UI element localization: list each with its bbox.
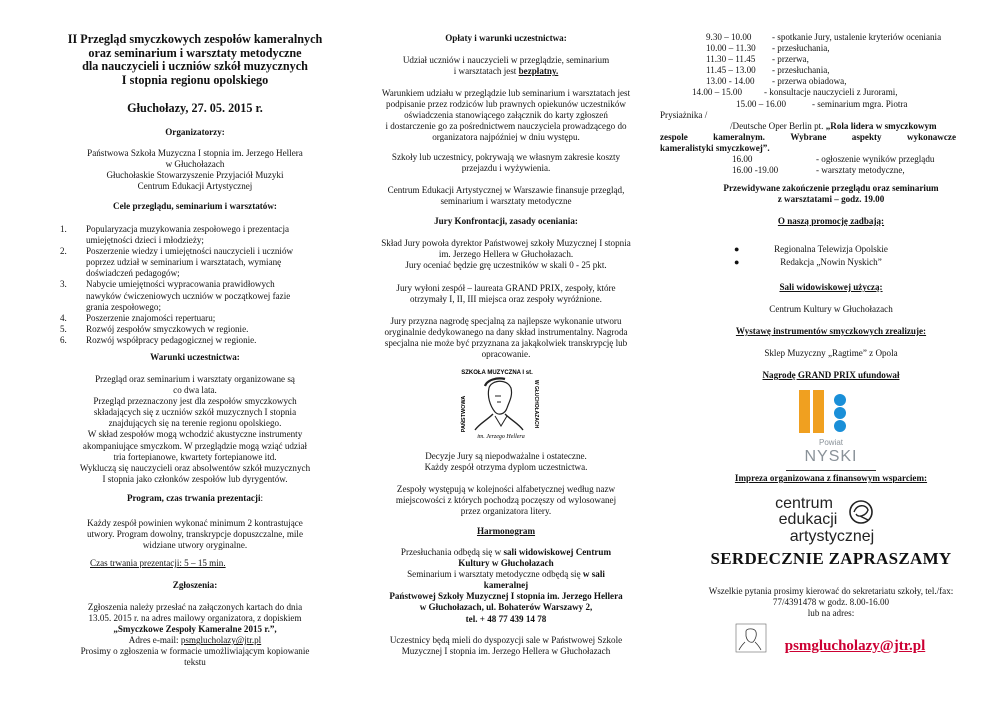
schedule-row: 11.30 – 11.45 - przerwa, — [706, 54, 809, 65]
list-item: 1. Popularyzacja muzykowania zespołowego i prezentacja umiejętności dzieci i młodzieży; — [60, 224, 290, 246]
school-seal-graphic — [457, 366, 552, 442]
list-item: 6. Rozwój współpracy pedagogicznej w regionie. — [60, 334, 257, 345]
awards-text: Jury wyłoni zespół – laureata GRAND PRIX, zespoły, które otrzymały I, II, III miejsca oraz zespoły wyróżnione. — [396, 283, 616, 305]
title-line: II Przegląd smyczkowych zespołów kameralnych — [67, 32, 323, 46]
exhibit-heading: Wystawę instrumentów smyczkowych zrealizuje: — [735, 326, 927, 336]
schedule-row: 9.30 – 10.00 - spotkanie Jury, ustalenie kryteriów oceniania — [706, 32, 942, 42]
consent-text: Warunkiem udziału w przeglądzie lub seminarium i warsztatach jest podpisanie przez rodziców lub prawnych opiekunów uczestników oświadczenia stanowiącego załącznik do karty zgłoszeń i dostarczenie go za pośrednictwem nauczyciela prowadzącego do organizatora najpóźniej w dniu występu. — [381, 88, 631, 143]
jury-text: Skład Jury powoła dyrektor Państwowej szkoły Muzycznej I stopnia im. Jerzego Hellera w Głuchołazach. Jury oceniać będzie grę uczestników w skali 0 - 25 pkt. — [381, 238, 631, 271]
divider — [786, 470, 876, 471]
school-seal — [457, 366, 552, 442]
email-container — [754, 638, 956, 654]
program-text: Każdy zespół powinien wykonać minimum 2 kontrastujące utwory. Program dowolny, transkrypcje dopuszczalne, mile widziane utwory oryginalne. — [86, 518, 303, 551]
program-heading: Program, czas trwania prezentacji: — [126, 493, 264, 503]
rooms-text: Uczestnicy będą mieli do dyspozycji sale w Państwowej Szkole Muzycznej I stopnia im. Jerzego Hellera w Głuchołazach — [389, 635, 623, 657]
contact-email-link[interactable]: psmglucholazy@jtr.pl — [784, 638, 926, 654]
harmonogram-heading: Harmonogram — [476, 526, 536, 536]
grand-prix-heading: Nagrodę GRAND PRIX ufundował — [762, 370, 900, 380]
organizer-line: Centrum Edukacji Artystycznej — [137, 181, 253, 192]
portrait-icon — [475, 378, 523, 430]
cea-logo — [774, 490, 892, 545]
schedule-row: zespole kameralnym. Wybrane aspekty wykonawcze — [660, 131, 956, 142]
special-award-text: Jury przyzna nagrodę specjalną za najlepsze wykonanie utworu oryginalnie dedykowanego na dany skład instrumentalny. Nagroda specjalna nie może być przyznana za jakąkolwiek transkrypcję lub opracowanie. — [384, 316, 628, 360]
conditions-text: Przegląd oraz seminarium i warsztaty organizowane są co dwa lata. Przegląd przeznaczony jest dla zespołów smyczkowych składających się z uczniów szkół muzycznych I stopnia znajdujących się na terenie regionu opolskiego. W skład zespołów mogą wchodzić akustyczne instrumenty akompaniujące smyczkom. W przeglądzie mogą wziąć udział tria fortepianowe, kwartety fortepianowe itd. Wykluczą się nauczycieli oraz absolwentów szkół muzycznych I stopnia jako członków zespołów lub dyrygentów. — [79, 374, 311, 484]
seal-right-text: W GŁUCHOŁAZACH — [533, 379, 539, 429]
end-time-heading: Przewidywane zakończenie przeglądu oraz seminarium z warsztatami – godz. 19.00 — [723, 183, 939, 205]
hall-heading: Sali widowiskowej użyczą: — [779, 282, 883, 292]
place-date: Głuchołazy, 27. 05. 2015 r. — [127, 101, 263, 115]
schedule-row: /Deutsche Oper Berlin pt. „Rola lidera w smyczkowym — [730, 120, 937, 131]
promo-heading: O naszą promocję zadbają: — [777, 216, 885, 226]
list-item: 2. Poszerzenie wiedzy i umiejętności nauczycieli i uczniów poprzez udział w seminarium i warsztatach, wymianę doświadczeń pedagogów; — [60, 246, 294, 279]
title-line: dla nauczycieli i uczniów szkół muzycznych — [82, 59, 308, 74]
order-text: Zespoły występują w kolejności alfabetycznej według nazw miejscowości z których pochodzą poczęszy od wylosowanej przez organizatora litery. — [395, 484, 617, 517]
schedule-row: kameralistyki smyczkowej”. — [660, 142, 770, 153]
exhibit-text: Sklep Muzyczny „Ragtime” z Opola — [764, 348, 898, 358]
title-line: I stopnia regionu opolskiego — [121, 72, 269, 87]
goals-heading: Cele przeglądu, seminarium i warsztatów: — [113, 201, 277, 211]
column-middle — [373, 0, 639, 702]
list-item: ● Redakcja „Nowin Nyskich” — [734, 257, 882, 267]
seal-left-text: PAŃSTWOWA — [461, 395, 467, 433]
list-item: 4. Poszerzenie znajomości repertuaru; — [60, 312, 216, 323]
schedule-row: 16.00 - ogłoszenie wyników przeglądu — [732, 154, 935, 165]
final-text: Decyzje Jury są niepodważalne i ostateczne. Każdy zespół otrzyma dyplom uczestnictwa. — [424, 451, 588, 473]
support-heading: Impreza organizowana z finansowym wsparciem: — [734, 473, 928, 483]
fees-heading: Opłaty i warunki uczestnictwa: — [445, 33, 567, 43]
duration: Czas trwania prezentacji: 5 – 15 min. — [90, 558, 226, 568]
questions-text: Wszelkie pytania prosimy kierować do sekretariatu szkoły, tel./fax: 77/4391478 w godz. 8.00-16.00 lub na adres: — [708, 586, 954, 619]
hall-text: Centrum Kultury w Głuchołazach — [769, 304, 893, 314]
schedule-row: 15.00 – 16.00 - seminarium mgra. Piotra — [736, 98, 908, 109]
costs-text: Szkoły lub uczestnicy, pokrywają we własnym zakresie koszty przejazdu i wyżywienia. — [391, 152, 621, 174]
media-list — [706, 243, 956, 269]
title-line: oraz seminarium i warsztaty metodyczne — [88, 45, 302, 60]
powiat-nyski-logo — [795, 387, 867, 467]
powiat-logo-graphic — [795, 387, 867, 467]
schedule — [660, 32, 956, 176]
organizers-list — [60, 148, 330, 192]
powiat-small-text: Powiat — [818, 438, 844, 447]
organizer-line: Głuchołaskie Stowarzyszenie Przyjaciół Muzyki — [106, 170, 284, 181]
applications-heading: Zgłoszenia: — [172, 580, 218, 590]
applications-email-link[interactable]: psmglucholazy@jtr.pl — [180, 635, 262, 646]
organizer-line: Państwowa Szkoła Muzyczna I stopnia im. Jerzego Hellera — [87, 148, 303, 158]
cea-logo-line: edukacji — [778, 511, 838, 528]
fees-text: Udział uczniów i nauczycieli w przeglądzie, seminarium i warsztatach jest bezpłatny. — [402, 55, 610, 77]
column-left — [60, 0, 330, 702]
cea-funding-text: Centrum Edukacji Artystycznej w Warszawie finansuje przegląd, seminarium i warsztaty metodyczne — [387, 185, 625, 207]
organizer-line: w Głuchołazach — [165, 159, 225, 170]
applications-text: Zgłoszenia należy przesłać na załączonych kartach do dnia 13.05. 2015 r. na adres mailowy organizatora, z dopiskiem „Smyczkowe Zespoły Kameralne 2015 r.”, Adres e-mail: psmglucholazy@jtr.pl Prosimy o zgłoszenia w formacie umożliwiającym kopiowanie tekstu — [80, 602, 310, 668]
bullet-icon: ● — [734, 244, 740, 254]
goals-list — [60, 224, 330, 346]
schedule-row: Prysiażnika / — [660, 109, 708, 120]
schedule-row: 14.00 – 15.00 - konsultacje nauczycieli z Jurorami, — [692, 87, 898, 98]
list-item: 3. Nabycie umiejętności wypracowania prawidłowych nawyków ćwiczeniowych uczniów w początkowej fazie grania zespołowego; — [60, 279, 291, 312]
column-right — [660, 0, 956, 702]
bullet-icon: ● — [734, 257, 740, 267]
seal-top-text: SZKOŁA MUZYCZNA I st. — [461, 370, 533, 376]
conditions-heading: Warunki uczestnictwa: — [150, 352, 240, 362]
jury-heading: Jury Konfrontacji, zasady oceniania: — [434, 216, 578, 226]
list-item: 5. Rozwój zespołów smyczkowych w regionie. — [60, 323, 249, 334]
event-title — [60, 33, 330, 87]
cea-logo-graphic — [774, 490, 892, 545]
schedule-row: 16.00 -19.00 - warsztaty metodyczne, — [732, 165, 905, 176]
invite-heading: SERDECZNIE ZAPRASZAMY — [710, 549, 952, 568]
powiat-big-text: NYSKI — [804, 448, 858, 465]
cea-logo-line: artystycznej — [789, 528, 875, 545]
schedule-row: 10.00 – 11.30 - przesłuchania, — [706, 43, 830, 54]
list-item: ● Regionalna Telewizja Opolskie — [734, 244, 888, 254]
seal-bottom-text: im. Jerzego Hellera — [477, 434, 525, 440]
schedule-row: 11.45 – 13.00 - przesłuchania, — [706, 65, 830, 76]
schedule-row: 13.00 - 14.00 - przerwa obiadowa, — [706, 76, 847, 87]
venue-text: Przesłuchania odbędą się w sali widowiskowej Centrum Kultury w Głuchołazach Seminarium i warsztaty metodyczne odbędą się w sali kameralnej Państwowej Szkoły Muzycznej I stopnia im. Jerzego Hellera w Głuchołazach, ul. Bohaterów Warszawy 2, tel. + 48 77 439 14 78 — [389, 547, 623, 624]
cea-logo-line: centrum — [775, 495, 833, 512]
organizers-heading: Organizatorzy: — [165, 127, 225, 137]
